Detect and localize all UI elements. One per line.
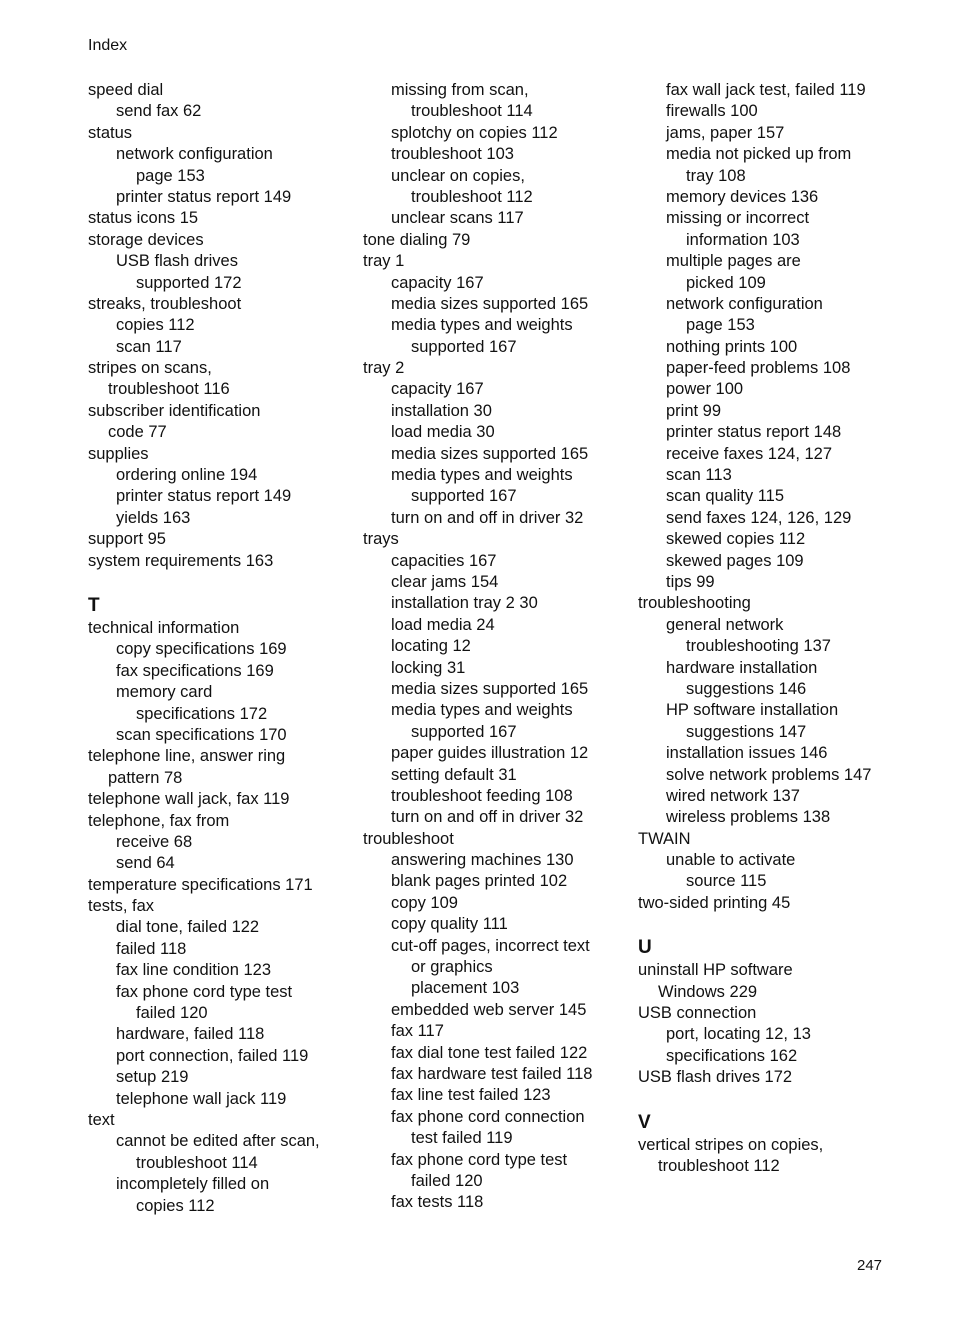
index-subentry: memory devices 136	[666, 187, 819, 206]
index-subentry: copy specifications 169	[116, 640, 287, 659]
index-subentry: media types and weights	[391, 701, 573, 720]
index-subentry: locking 31	[391, 658, 466, 677]
index-subentry: Windows 229	[658, 982, 758, 1001]
index-subentry: skewed pages 109	[666, 551, 804, 570]
index-subentry: supported 167	[411, 487, 517, 506]
index-subentry: supported 167	[411, 337, 517, 356]
index-entry: text	[88, 1110, 115, 1129]
index-subentry: send 64	[116, 854, 175, 873]
index-subentry: fax tests 118	[391, 1193, 484, 1212]
index-subentry: wired network 137	[666, 786, 800, 805]
index-subentry: solve network problems 147	[666, 765, 872, 784]
index-entry: tray 1	[363, 252, 405, 271]
index-subentry: HP software installation	[666, 701, 839, 720]
page-number: 247	[857, 1257, 883, 1274]
index-subentry: scan 113	[666, 466, 732, 485]
index-subentry: supported 167	[411, 722, 517, 741]
index-entry: troubleshoot	[363, 829, 454, 848]
index-subentry: supported 172	[136, 273, 242, 292]
index-subentry: copies 112	[116, 316, 195, 335]
index-subentry: failed 120	[411, 1171, 483, 1190]
index-subentry: scan 117	[116, 337, 182, 356]
index-subentry: ordering online 194	[116, 466, 258, 485]
index-entry: troubleshooting	[638, 594, 751, 613]
index-subentry: send fax 62	[116, 102, 202, 121]
index-subentry: troubleshoot 112	[658, 1156, 780, 1175]
index-entry: tone dialing 79	[363, 230, 471, 249]
index-column-1	[88, 80, 350, 1217]
index-subentry: source 115	[686, 872, 767, 891]
index-subentry: nothing prints 100	[666, 337, 798, 356]
index-subentry: fax dial tone test failed 122	[391, 1043, 588, 1062]
index-subentry: media sizes supported 165	[391, 679, 589, 698]
index-subentry: splotchy on copies 112	[391, 123, 558, 142]
index-subentry: clear jams 154	[391, 572, 499, 591]
index-entry: uninstall HP software	[638, 961, 793, 980]
index-subentry: port, locating 12, 13	[666, 1025, 811, 1044]
index-subentry: unable to activate	[666, 851, 796, 870]
index-subentry: missing or incorrect	[666, 209, 810, 228]
index-subentry: receive faxes 124, 127	[666, 444, 833, 463]
index-entry: storage devices	[88, 230, 204, 249]
index-entry: system requirements 163	[88, 551, 274, 570]
index-subentry: answering machines 130	[391, 851, 574, 870]
index-subentry: pattern 78	[108, 768, 183, 787]
index-subentry: port connection, failed 119	[116, 1046, 309, 1065]
index-subentry: fax phone cord type test	[116, 982, 293, 1001]
index-subentry: media types and weights	[391, 466, 573, 485]
index-entry: two-sided printing 45	[638, 893, 791, 912]
index-subentry: setup 219	[116, 1068, 189, 1087]
index-entry: trays	[363, 530, 399, 549]
index-subentry: scan specifications 170	[116, 725, 287, 744]
index-subentry: capacities 167	[391, 551, 497, 570]
index-subentry: paper-feed problems 108	[666, 359, 851, 378]
index-subentry: yields 163	[116, 508, 191, 527]
index-subentry: troubleshoot 114	[411, 102, 533, 121]
index-subentry: copy 109	[391, 893, 458, 912]
index-subentry: troubleshoot feeding 108	[391, 786, 573, 805]
index-subentry: cannot be edited after scan,	[116, 1132, 320, 1151]
index-subentry: troubleshooting 137	[686, 637, 831, 656]
index-subentry: troubleshoot 103	[391, 145, 514, 164]
index-column-2	[363, 80, 625, 1214]
index-subentry: suggestions 146	[686, 679, 807, 698]
index-subentry: fax hardware test failed 118	[391, 1064, 593, 1083]
index-subentry: incompletely filled on	[116, 1175, 270, 1194]
index-subentry: fax phone cord connection	[391, 1107, 585, 1126]
index-subentry: firewalls 100	[666, 102, 758, 121]
index-subentry: paper guides illustration 12	[391, 744, 589, 763]
index-subentry: general network	[666, 615, 784, 634]
index-subentry: load media 30	[391, 423, 495, 442]
index-subentry: printer status report 149	[116, 187, 292, 206]
index-subentry: page 153	[686, 316, 755, 335]
index-subentry: troubleshoot 114	[136, 1153, 258, 1172]
index-entry: tray 2	[363, 359, 405, 378]
index-subentry: tips 99	[666, 572, 715, 591]
index-subentry: code 77	[108, 423, 167, 442]
index-entry: status icons 15	[88, 209, 199, 228]
index-entry: TWAIN	[638, 829, 691, 848]
index-subentry: fax wall jack test, failed 119	[666, 81, 866, 99]
index-subentry: jams, paper 157	[666, 123, 785, 142]
index-subentry: installation 30	[391, 401, 492, 420]
index-column-3	[638, 80, 900, 1177]
index-subentry: missing from scan,	[391, 81, 529, 99]
index-subentry: capacity 167	[391, 380, 484, 399]
index-subentry: tray 108	[686, 166, 746, 185]
index-entry: vertical stripes on copies,	[638, 1135, 824, 1154]
index-subentry: skewed copies 112	[666, 530, 806, 549]
index-subentry: copy quality 111	[391, 915, 508, 934]
index-subentry: network configuration	[116, 145, 273, 164]
index-subentry: specifications 162	[666, 1046, 798, 1065]
index-section-letter: T	[88, 594, 100, 616]
index-subentry: unclear scans 117	[391, 209, 524, 228]
index-entry: speed dial	[88, 81, 164, 99]
index-entry: subscriber identification	[88, 401, 261, 420]
index-subentry: capacity 167	[391, 273, 484, 292]
index-subentry: network configuration	[666, 294, 823, 313]
index-subentry: dial tone, failed 122	[116, 918, 260, 937]
index-subentry: fax line condition 123	[116, 961, 272, 980]
index-subentry: suggestions 147	[686, 722, 807, 741]
index-subentry: load media 24	[391, 615, 495, 634]
index-subentry: blank pages printed 102	[391, 872, 568, 891]
index-subentry: multiple pages are	[666, 252, 801, 271]
index-subentry: locating 12	[391, 637, 471, 656]
index-subentry: media not picked up from	[666, 145, 852, 164]
index-subentry: installation issues 146	[666, 744, 828, 763]
index-subentry: fax phone cord type test	[391, 1150, 568, 1169]
index-subentry: printer status report 149	[116, 487, 292, 506]
index-entry: telephone wall jack, fax 119	[88, 790, 290, 809]
index-subentry: media sizes supported 165	[391, 444, 589, 463]
index-entry: status	[88, 123, 133, 142]
index-subentry: failed 120	[136, 1004, 208, 1023]
index-subentry: fax specifications 169	[116, 661, 274, 680]
index-subentry: printer status report 148	[666, 423, 842, 442]
index-subentry: print 99	[666, 401, 722, 420]
index-entry: telephone line, answer ring	[88, 747, 286, 766]
index-subentry: page 153	[136, 166, 205, 185]
index-subentry: telephone wall jack 119	[116, 1089, 287, 1108]
index-section-letter: U	[638, 937, 652, 959]
index-subentry: hardware, failed 118	[116, 1025, 265, 1044]
index-subentry: information 103	[686, 230, 800, 249]
index-entry: telephone, fax from	[88, 811, 230, 830]
index-subentry: placement 103	[411, 979, 520, 998]
index-subentry: wireless problems 138	[666, 808, 831, 827]
index-subentry: specifications 172	[136, 704, 268, 723]
index-subentry: picked 109	[686, 273, 766, 292]
index-subentry: troubleshoot 112	[411, 187, 533, 206]
index-entry: supplies	[88, 444, 149, 463]
index-subentry: failed 118	[116, 939, 187, 958]
index-entry: streaks, troubleshoot	[88, 294, 242, 313]
index-subentry: setting default 31	[391, 765, 517, 784]
index-subentry: media sizes supported 165	[391, 294, 589, 313]
index-entry: temperature specifications 171	[88, 875, 313, 894]
index-subentry: turn on and off in driver 32	[391, 508, 584, 527]
index-subentry: troubleshoot 116	[108, 380, 230, 399]
index-subentry: USB flash drives	[116, 252, 238, 271]
index-subentry: installation tray 2 30	[391, 594, 538, 613]
index-subentry: scan quality 115	[666, 487, 785, 506]
index-subentry: power 100	[666, 380, 744, 399]
index-subentry: memory card	[116, 683, 213, 702]
index-entry: technical information	[88, 618, 240, 637]
index-subentry: test failed 119	[411, 1129, 513, 1148]
index-subentry: send faxes 124, 126, 129	[666, 508, 852, 527]
index-entry: USB connection	[638, 1004, 757, 1023]
index-subentry: embedded web server 145	[391, 1000, 587, 1019]
index-subentry: fax line test failed 123	[391, 1086, 551, 1105]
index-subentry: fax 117	[391, 1022, 444, 1041]
index-subentry: receive 68	[116, 832, 193, 851]
index-subentry: copies 112	[136, 1196, 215, 1215]
index-entry: tests, fax	[88, 897, 155, 916]
index-subentry: hardware installation	[666, 658, 818, 677]
index-entry: support 95	[88, 530, 166, 549]
index-entry: USB flash drives 172	[638, 1068, 793, 1087]
running-head: Index	[88, 37, 128, 54]
index-subentry: unclear on copies,	[391, 166, 525, 185]
index-subentry: cut-off pages, incorrect text	[391, 936, 590, 955]
index-entry: stripes on scans,	[88, 359, 212, 378]
index-subentry: or graphics	[411, 958, 493, 977]
index-section-letter: V	[638, 1111, 651, 1133]
index-subentry: turn on and off in driver 32	[391, 808, 584, 827]
index-subentry: media types and weights	[391, 316, 573, 335]
